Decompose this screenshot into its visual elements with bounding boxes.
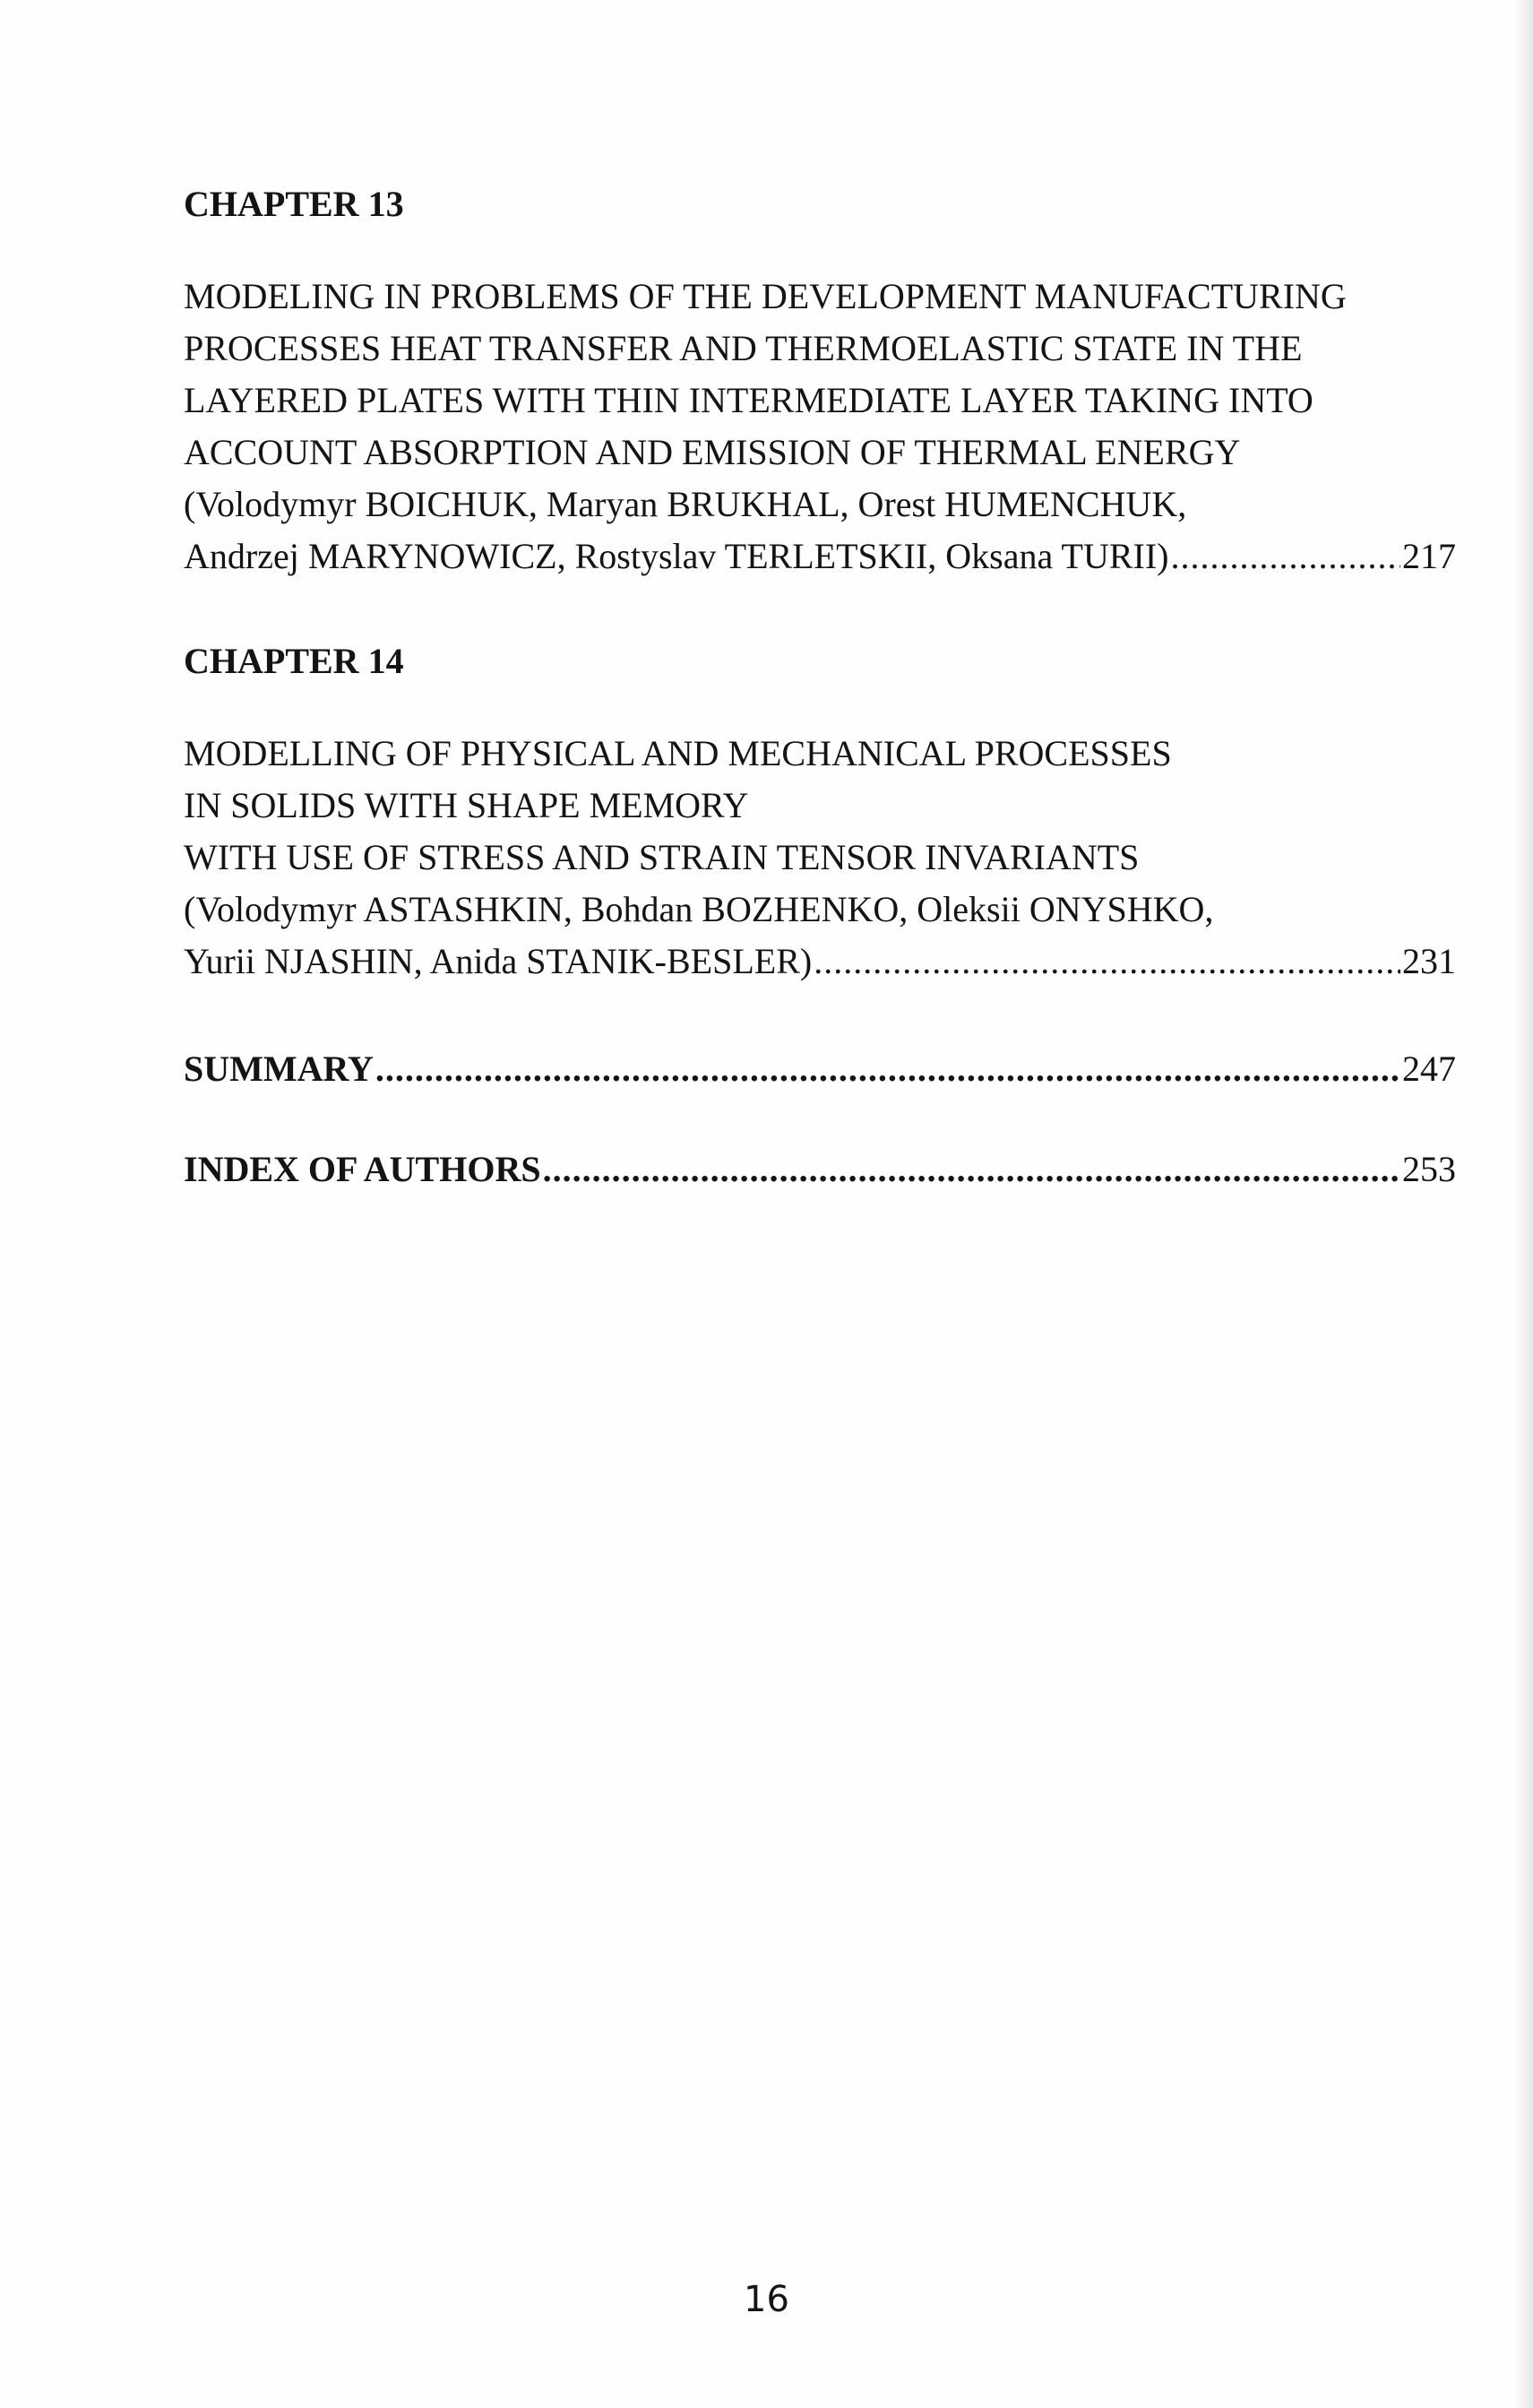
table-of-contents xyxy=(184,179,1456,1195)
chapter-14-page-number: 231 xyxy=(1402,941,1456,981)
chapter-14-title-line-3: WITH USE OF STRESS AND STRAIN TENSOR INVARIANTS xyxy=(184,837,1140,877)
index-of-authors-page-number: 253 xyxy=(1402,1149,1456,1189)
page-number: 16 xyxy=(744,2279,789,2320)
dot-leader xyxy=(1171,531,1401,583)
chapter-14-block xyxy=(184,728,1456,988)
dot-leader xyxy=(543,1144,1400,1195)
toc-entry-chapter-14 xyxy=(184,636,1456,988)
dot-leader xyxy=(375,1043,1400,1095)
chapter-13-title-line-3: LAYERED PLATES WITH THIN INTERMEDIATE LAYER TAKING INTO xyxy=(184,380,1313,420)
summary-page-number: 247 xyxy=(1402,1049,1456,1089)
toc-entry-summary xyxy=(184,1043,1456,1095)
dot-leader xyxy=(814,936,1400,988)
chapter-13-page-number: 217 xyxy=(1402,536,1456,576)
chapter-13-authors-line-1: (Volodymyr BOICHUK, Maryan BRUKHAL, Orest HUMENCHUK, xyxy=(184,484,1187,524)
chapter-13-authors-text: Andrzej MARYNOWICZ, Rostyslav TERLETSKII, Oksana TURII) xyxy=(184,536,1169,576)
chapter-13-heading: CHAPTER 13 xyxy=(184,184,404,224)
chapter-13-title-line-1: MODELING IN PROBLEMS OF THE DEVELOPMENT MANUFACTURING xyxy=(184,276,1347,316)
toc-entry-chapter-13 xyxy=(184,179,1456,583)
chapter-14-authors-line-2 xyxy=(184,936,1456,988)
chapter-14-title-line-2: IN SOLIDS WITH SHAPE MEMORY xyxy=(184,785,749,825)
index-of-authors-label: INDEX OF AUTHORS xyxy=(184,1149,541,1189)
chapter-13-title-line-4: ACCOUNT ABSORPTION AND EMISSION OF THERMAL ENERGY xyxy=(184,432,1241,472)
summary-label: SUMMARY xyxy=(184,1049,374,1089)
scan-edge-shadow xyxy=(1513,0,1533,2408)
chapter-14-authors-line-1: (Volodymyr ASTASHKIN, Bohdan BOZHENKO, Oleksii ONYSHKO, xyxy=(184,889,1214,929)
chapter-13-authors-line-2 xyxy=(184,531,1456,583)
chapter-14-authors-text: Yurii NJASHIN, Anida STANIK-BESLER) xyxy=(184,941,813,981)
chapter-14-heading: CHAPTER 14 xyxy=(184,641,404,681)
chapter-14-title-line-1: MODELLING OF PHYSICAL AND MECHANICAL PROCESSES xyxy=(184,733,1172,773)
chapter-13-title-line-2: PROCESSES HEAT TRANSFER AND THERMOELASTIC STATE IN THE xyxy=(184,328,1303,368)
toc-entry-index-of-authors xyxy=(184,1144,1456,1195)
chapter-13-block xyxy=(184,271,1456,583)
